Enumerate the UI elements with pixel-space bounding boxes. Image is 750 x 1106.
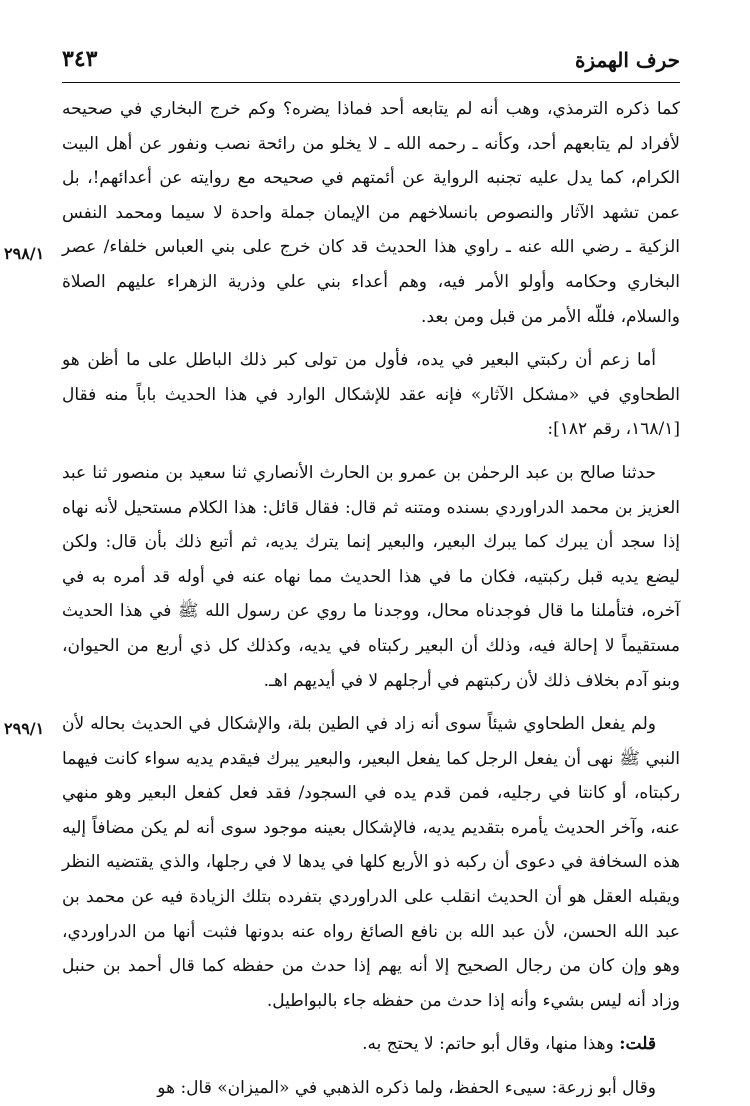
running-title: حرف الهمزة — [574, 48, 680, 72]
paragraph: كما ذكره الترمذي، وهب أنه لم يتابعه أحد فماذا يضره؟ وكم خرج البخاري في صحيحه لأفراد لم يتابعهم أحد، وكأنه ـ رحمه الله ـ لا يخلو من رائحة نصب ونفور عن أهل البيت الكرام، كما يدل عليه تجنبه الرواية عن أئمتهم في صحيحه مع روايته عن أعدائهم!، بل عمن تشهد الآثار والنصوص بانسلاخهم من الإيمان جملة واحدة لا سيما ومحمد النفس الزكية ـ رضي الله عنه ـ راوي هذا الحديث قد كان خرج على بني العباس خلفاء/ عصر البخاري وحكامه وأولو الأمر فيه، وهم أعداء بني علي وذرية الزهراء عليهم الصلاة والسلام، فللّه الأمر من قبل ومن بعد. — [62, 99, 680, 327]
paragraph-text: وهذا منها، وقال أبو حاتم: لا يحتج به. — [362, 1034, 620, 1055]
paragraph: أما زعم أن ركبتي البعير في يده، فأول من تولى كبر ذلك الباطل على ما أظن هو الطحاوي في «مشكل الآثار» فإنه عقد للإشكال الوارد في هذا الحديث باباً منه فقال [١٦٨/١، رقم ١٨٢]: — [62, 350, 680, 440]
header-divider — [62, 82, 680, 83]
margin-reference: ٢٩٩/١ — [4, 719, 45, 738]
paragraph: وقال أبو زرعة: سيىء الحفظ، ولما ذكره الذهبي في «الميزان» قال: هو — [157, 1078, 656, 1099]
paragraph: حدثنا صالح بن عبد الرحمٰن بن عمرو بن الحارث الأنصاري ثنا سعيد بن منصور ثنا عبد العزيز بن محمد الدراوردي بسنده ومتنه ثم قال: فقال قائل: هذا الكلام مستحيل لأنه نهاه إذا سجد أن يبرك كما يبرك البعير، والبعير إنما يترك يديه، ثم أتبع ذلك بأن قال: ولكن ليضع يديه قبل ركبتيه، فكان ما في هذا الحديث مما نهاه عنه في أوله قد أمره به في آخره، فتأملنا ما قال فوجدناه محال، ووجدنا ما روي عن رسول الله ﷺ في هذا الحديث مستقيماً لا إحالة فيه، وذلك أن البعير ركبتاه في يديه، وكذلك كل ذي أربع من الحيوان، وبنو آدم بخلاف ذلك لأن ركبتهم في أرجلهم لا في أيديهم اهـ. — [62, 462, 680, 691]
paragraph: ولم يفعل الطحاوي شيئاً سوى أنه زاد في الطين بلة، والإشكال في الحديث بحاله لأن النبي ﷺ نهى أن يفعل الرجل كما يفعل البعير، والبعير يبرك فيقدم يديه سواء كانت فيهما ركبتاه، أو كانتا في رجليه، فمن قدم يده في السجود/ فقد فعل كفعل البعير وهو منهي عنه، وآخر الحديث يأمره بتقديم يديه، فالإشكال بعينه موجود سوى أنه لم يكن مضافاً إليه هذه السخافة في دعوى أن ركبه ذو الأربع كلها في يدها لا في رجلها، والذي يقتضيه النظر ويقبله العقل هو أن الحديث انقلب على الدراوردي بتفرده بتلك الزيادة فيه عن محمد بن عبد الله الحسن، لأن عبد الله بن نافع الصائغ رواه عنه بدونها فثبت أنها من الدراوردي، وهو وإن كان من رجال الصحيح إلا أنه يهم إذا حدث من حفظه كما قال أحمد بن حنبل وزاد أنه ليس بشيء وأنه إذا حدث من حفظه جاء بالبواطيل. — [62, 714, 680, 1011]
margin-reference: ٢٩٨/١ — [4, 244, 45, 263]
paragraph — [62, 1027, 680, 1062]
body-text — [62, 92, 680, 1106]
paragraph-lead: قلت: — [619, 1034, 656, 1055]
page-header — [62, 42, 680, 82]
page-number: ٣٤٣ — [62, 46, 98, 72]
